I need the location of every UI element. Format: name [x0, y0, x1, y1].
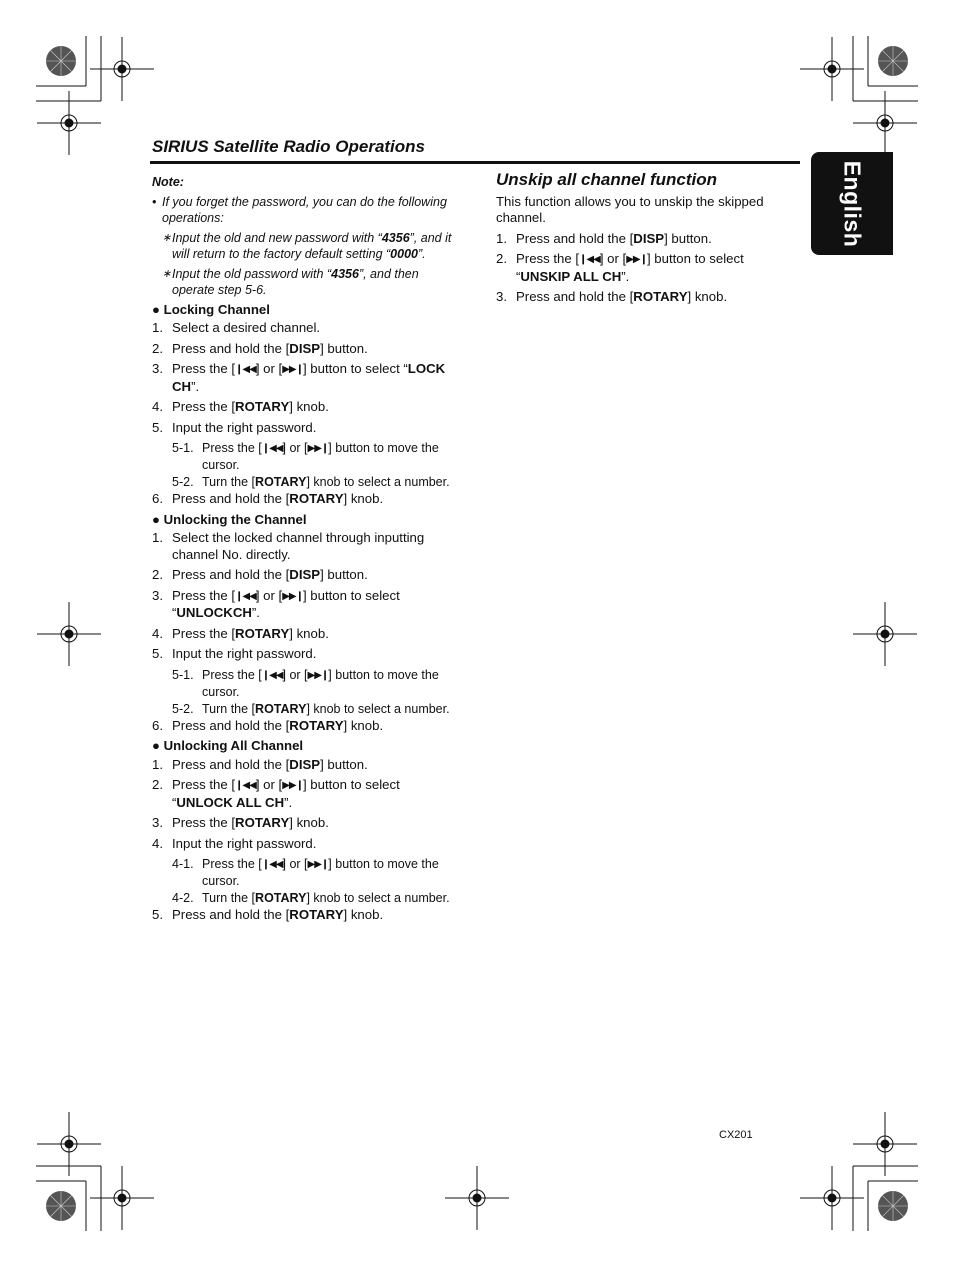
note-intro: • If you forget the password, you can do the following operations:: [152, 194, 447, 225]
bold-term: DISP: [289, 340, 321, 356]
list-item: [496, 231, 796, 248]
bold-term: ROTARY: [255, 475, 307, 489]
bold-term: UNSKIP ALL CH: [520, 268, 622, 284]
step-text: Press and hold the [ROTARY] knob.: [172, 491, 384, 506]
step-text: Press the [❙◀◀] or [▶▶❙] button to select “UNLOCK ALL CH”.: [172, 777, 400, 810]
note-text: Input the old and new password with “4356”, and it will return to the factory default setting “0000”.: [172, 230, 452, 261]
step-text: Input the right password.: [172, 835, 317, 851]
note-list: [152, 230, 452, 299]
step-number: 4.: [152, 399, 163, 414]
section-title: Unlocking the Channel: [163, 511, 307, 527]
bold-term: ROTARY: [289, 717, 344, 733]
step-text: Press and hold the [DISP] button.: [516, 230, 712, 246]
step-number: 3.: [152, 587, 163, 603]
sub-step: [152, 474, 452, 490]
list-item: [152, 836, 452, 853]
step-number: 1.: [152, 320, 163, 335]
header-rule: [150, 161, 800, 164]
page-title: SIRIUS Satellite Radio Operations: [152, 137, 426, 156]
language-tab-label: English: [839, 160, 866, 248]
previous-icon: ❙◀◀: [261, 859, 283, 870]
step-text: Press the [ROTARY] knob.: [172, 625, 329, 641]
list-item: [152, 907, 452, 924]
bold-term: UNLOCK ALL CH: [176, 794, 285, 810]
previous-icon: ❙◀◀: [261, 669, 283, 681]
step-text: Press the [ROTARY] knob.: [172, 399, 329, 414]
list-item: [152, 588, 452, 622]
note-item: [152, 266, 452, 299]
list-item: [496, 251, 796, 285]
right-column: [496, 172, 796, 310]
list-item: [152, 815, 452, 832]
sub-step-text: Turn the [ROTARY] knob to select a number.: [202, 891, 450, 905]
step-number: 3.: [152, 361, 163, 376]
step-number: 3.: [152, 815, 163, 830]
next-icon: ▶▶❙: [282, 780, 303, 791]
list-item: [152, 341, 452, 358]
next-icon: ▶▶❙: [626, 254, 647, 265]
step-number: 2.: [152, 777, 163, 792]
bold-term: 4356: [331, 266, 359, 281]
next-icon: ▶▶❙: [282, 364, 303, 375]
sub-step: [152, 856, 452, 889]
sub-step-number: 5-2.: [172, 475, 194, 489]
step-text: Press the [ROTARY] knob.: [172, 815, 329, 830]
bold-term: 0000: [390, 247, 418, 261]
sub-step: [152, 440, 452, 473]
step-number: 4.: [152, 835, 163, 851]
bold-term: ROTARY: [633, 289, 688, 304]
step-number: 6.: [152, 717, 163, 733]
step-number: 6.: [152, 491, 163, 506]
sub-step-number: 5-2.: [172, 701, 194, 716]
section-title: Unlocking All Channel: [163, 738, 304, 753]
sub-step-text: Turn the [ROTARY] knob to select a number.: [202, 475, 450, 489]
step-text: Select a desired channel.: [172, 320, 321, 335]
previous-icon: ❙◀◀: [261, 443, 283, 454]
step-text: Press and hold the [DISP] button.: [172, 567, 368, 582]
step-text: Press and hold the [DISP] button.: [172, 756, 368, 772]
step-number: 1.: [152, 756, 163, 772]
step-number: 2.: [496, 251, 507, 266]
left-column: [152, 174, 452, 928]
section-heading: [152, 512, 452, 529]
step-number: 5.: [152, 419, 163, 435]
bold-term: ROTARY: [235, 399, 290, 414]
previous-icon: ❙◀◀: [579, 254, 600, 265]
bold-term: 4356: [381, 230, 410, 245]
bold-term: LOCK CH: [172, 361, 446, 394]
step-text: Press the [❙◀◀] or [▶▶❙] button to select “UNLOCKCH”.: [172, 587, 400, 620]
previous-icon: ❙◀◀: [235, 590, 256, 602]
step-number: 5.: [152, 907, 163, 922]
bold-term: ROTARY: [235, 815, 290, 830]
bold-term: ROTARY: [289, 491, 344, 506]
list-item: [152, 757, 452, 774]
sub-step-number: 5-1.: [172, 667, 194, 682]
sub-step: [152, 701, 452, 717]
list-item: [152, 567, 452, 584]
step-text: Press the [❙◀◀] or [▶▶❙] button to select “UNSKIP ALL CH”.: [516, 251, 744, 284]
list-item: [152, 530, 452, 563]
step-text: Input the right password.: [172, 646, 317, 661]
step-number: 5.: [152, 646, 163, 661]
step-text: Press and hold the [ROTARY] knob.: [172, 717, 384, 733]
step-text: Press and hold the [DISP] button.: [172, 340, 368, 356]
bold-term: ROTARY: [289, 907, 344, 922]
step-text: Input the right password.: [172, 419, 317, 435]
previous-icon: ❙◀◀: [235, 780, 256, 791]
sub-step-text: Press the [❙◀◀] or [▶▶❙] button to move the cursor.: [202, 667, 439, 699]
step-number: 4.: [152, 625, 163, 641]
bold-term: UNLOCKCH: [176, 605, 252, 620]
list-item: [496, 289, 796, 306]
unskip-intro: This function allows you to unskip the skipped channel.: [496, 193, 764, 225]
bullet-icon: ●: [152, 738, 164, 753]
list-item: [152, 777, 452, 811]
list-item: [152, 320, 452, 337]
next-icon: ▶▶❙: [307, 859, 329, 870]
list-item: [152, 626, 452, 643]
sub-step-text: Turn the [ROTARY] knob to select a number.: [202, 701, 450, 716]
step-number: 1.: [152, 530, 163, 545]
next-icon: ▶▶❙: [282, 590, 303, 602]
sub-step-text: Press the [❙◀◀] or [▶▶❙] button to move the cursor.: [202, 441, 439, 472]
bold-term: ROTARY: [235, 625, 290, 641]
list-item: [152, 646, 452, 663]
previous-icon: ❙◀◀: [235, 364, 256, 375]
bold-term: ROTARY: [255, 891, 307, 905]
list-item: [152, 361, 452, 395]
note-label: Note:: [152, 175, 184, 189]
note-item: [152, 230, 452, 263]
list-item: [152, 491, 452, 508]
step-number: 2.: [152, 567, 163, 582]
section-heading: [152, 302, 452, 319]
sections: [152, 302, 452, 924]
list-item: [152, 399, 452, 416]
section-heading: [152, 738, 452, 755]
section-title: Locking Channel: [163, 301, 270, 317]
asterisk-bullet: ∗: [162, 231, 172, 244]
bold-term: DISP: [289, 567, 321, 582]
unskip-title: Unskip all channel function: [496, 170, 718, 189]
next-icon: ▶▶❙: [307, 669, 329, 681]
step-text: Press the [❙◀◀] or [▶▶❙] button to select “LOCK CH”.: [172, 361, 446, 394]
sub-step: [152, 890, 452, 906]
bullet-icon: ●: [152, 511, 164, 527]
list-item: [152, 718, 452, 735]
list-item: [152, 420, 452, 437]
sub-step-number: 5-1.: [172, 441, 194, 455]
sub-step-number: 4-1.: [172, 857, 194, 871]
sub-step: [152, 667, 452, 700]
bullet-icon: ●: [152, 301, 164, 317]
next-icon: ▶▶❙: [307, 443, 329, 454]
step-number: 1.: [496, 230, 507, 246]
step-text: Press and hold the [ROTARY] knob.: [516, 289, 728, 304]
model-number: CX201: [719, 1129, 753, 1141]
note-text: Input the old password with “4356”, and then operate step 5-6.: [172, 266, 419, 297]
sub-step-number: 4-2.: [172, 891, 194, 905]
unskip-steps: [496, 231, 796, 306]
bold-term: ROTARY: [255, 701, 307, 716]
asterisk-bullet: ∗: [162, 267, 172, 280]
bold-term: DISP: [289, 756, 321, 772]
sub-step-text: Press the [❙◀◀] or [▶▶❙] button to move the cursor.: [202, 857, 439, 888]
step-text: Select the locked channel through inputting channel No. directly.: [172, 530, 425, 562]
step-number: 2.: [152, 340, 163, 356]
bold-term: DISP: [633, 230, 665, 246]
language-tab: [811, 152, 893, 255]
step-number: 3.: [496, 289, 507, 304]
step-text: Press and hold the [ROTARY] knob.: [172, 907, 384, 922]
